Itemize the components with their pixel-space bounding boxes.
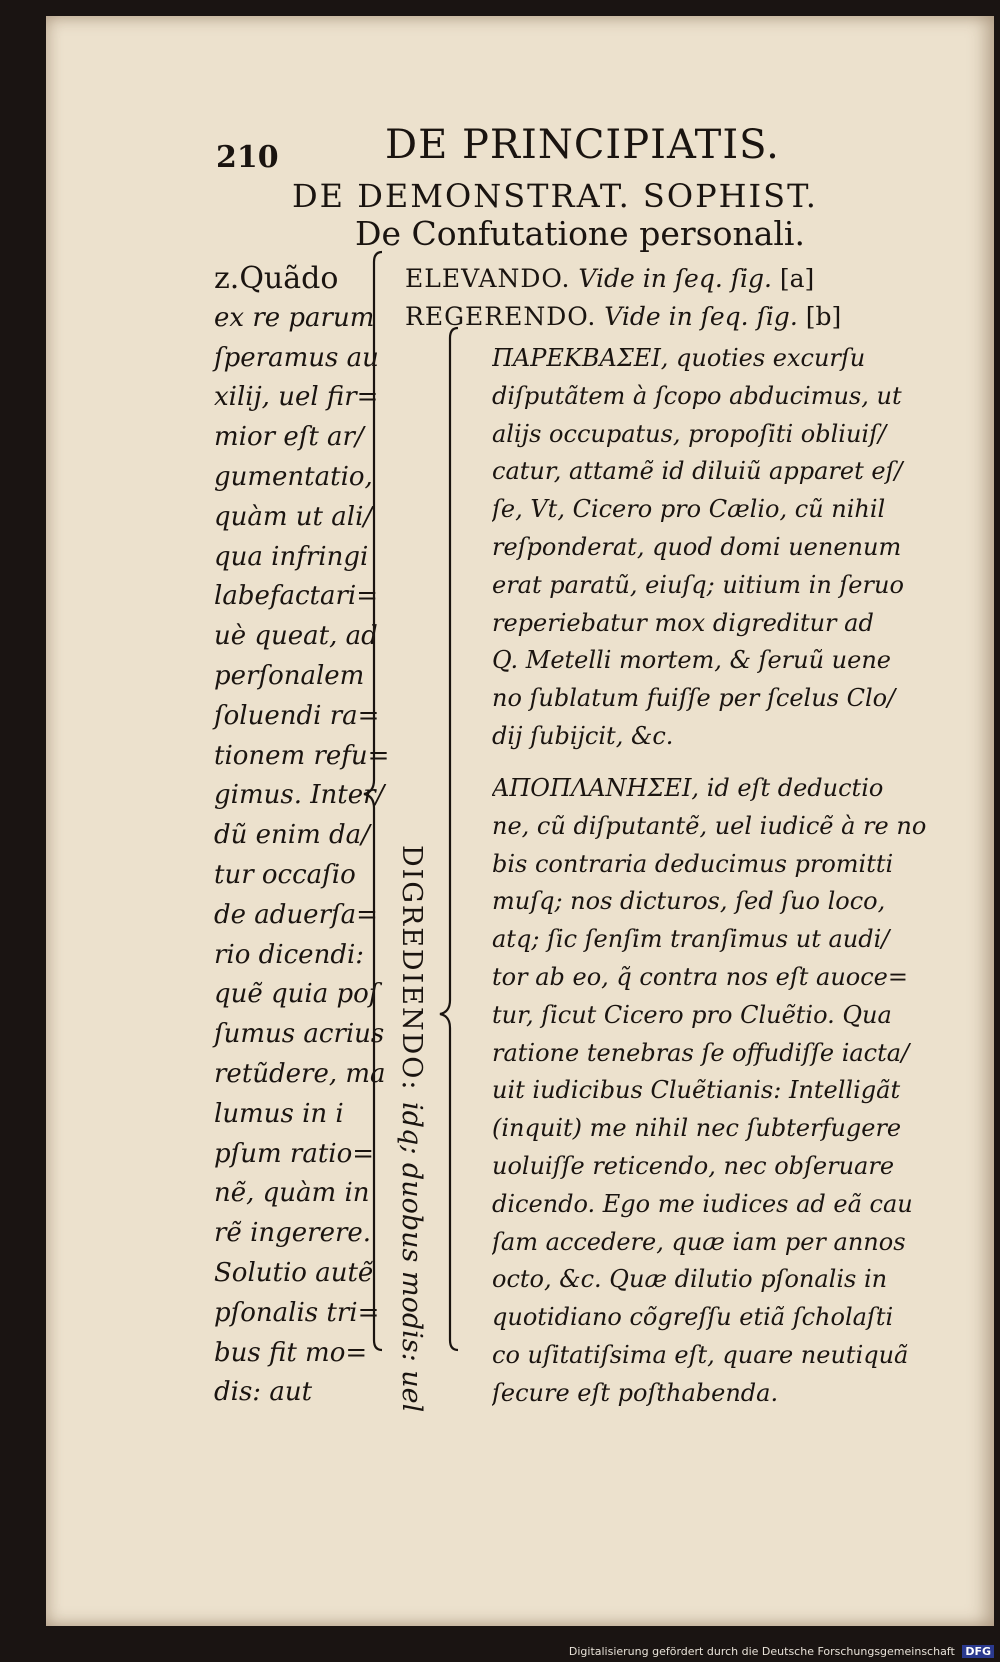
sub-heading: DE DEMONSTRAT. SOPHIST. [292,177,818,215]
left-column-line: lumus in i [214,1098,344,1129]
entry-reference: Vide in ſeq. ſig. [578,264,772,293]
parekbasei-line: catur, attamẽ id diluiũ apparet eſ/ [492,457,903,486]
apoplanesei-line: muſq; nos dicturos, ſed ſuo loco, [492,887,886,916]
left-column-line: bus fit mo= [214,1337,368,1368]
parekbasei-line: diſputãtem à ſcopo abducimus, ut [492,381,902,410]
left-column-line: nẽ, quàm in [214,1178,370,1209]
left-column-line: de aduerſa= [214,899,378,930]
entry-mark: [a] [779,264,815,293]
left-column-line: quẽ quia poſ [214,979,379,1010]
parekbasei-line: ſe, Vt, Cicero pro Cælio, cũ nihil [492,495,886,524]
footer-credit [569,1645,994,1658]
apoplanesei-line: (inquit) me nihil nec ſubterfugere [492,1114,902,1143]
left-column-line: tionem refu= [214,740,390,771]
page-number: 210 [216,140,279,175]
running-head: DE PRINCIPIATIS. [385,122,780,168]
parekbasei-line: no ſublatum fuiſſe per ſcelus Clo/ [492,684,896,713]
apoplanesei-line: tor ab eo, q̃ contra nos eſt auoce= [492,962,908,991]
left-column-line: tur occaſio [214,859,356,890]
left-column-line: gimus. Inter/ [214,780,385,811]
left-column-line: Solutio autẽ [214,1257,374,1288]
apoplanesei-line: ne, cũ diſputantẽ, uel iudicẽ à re no [492,811,927,840]
section-title: De Confutatione personali. [355,214,805,253]
apoplanesei-line: dicendo. Ego me iudices ad eã cau [492,1189,913,1218]
parekbasei-line: Q. Metelli mortem, & ſeruũ uene [492,646,891,675]
left-column-line: z.Quãdo [214,261,339,296]
left-column-line: mior eſt ar/ [214,422,364,453]
left-column-line: labefactari= [214,581,379,612]
left-column-line: gumentatio, [214,461,373,492]
apoplanesei-line: ſam accedere, quæ iam per annos [492,1227,906,1256]
left-column-line: ſoluendi ra= [214,700,380,731]
left-column-line: pſonalis tri= [214,1297,380,1328]
digrediendo-word: DIGREDIENDO: [396,845,427,1092]
parekbasei-line: erat paratũ, eiuſq; uitium in ſeruo [492,570,904,599]
dfg-logo: DFG [962,1645,994,1658]
parekbasei-line: reſponderat, quod domi uenenum [492,532,902,561]
left-column-line: dis: aut [214,1377,313,1408]
apoplanesei-line: tur, ſicut Cicero pro Cluẽtio. Qua [492,1000,892,1029]
apoplanesei-line: ΑΠΟΠΛΑΝΗΣΕΙ, id eſt deductio [492,774,884,802]
left-column-line: pſum ratio= [214,1138,375,1169]
left-column-line: rẽ ingerere. [214,1218,372,1249]
footer-text: Digitalisierung gefördert durch die Deutsche Forschungsgemeinschaft [568,1645,955,1658]
left-column-line: dũ enim da/ [214,820,370,851]
left-column-line: retũdere, ma [214,1058,386,1089]
apoplanesei-line: uoluiſſe reticendo, nec obſeruare [492,1151,895,1180]
entry-reference: Vide in ſeq. ſig. [604,302,798,331]
left-column-line: ſperamus au [214,342,379,373]
inner-brace [440,328,458,1350]
entry-word: ELEVANDO. [405,264,571,293]
left-column-line: xilij, uel fir= [214,382,379,413]
apoplanesei-line: co uſitatiſsima eſt, quare neutiquã [492,1340,909,1369]
left-column-line: rio dicendi: [214,939,365,970]
apoplanesei-line: ſecure eſt poſthabenda. [492,1378,779,1407]
left-column-line: qua infringi [214,541,369,572]
apoplanesei-line: quotidiano cõgreſſu etiã ſcholaſti [492,1303,894,1332]
digrediendo-rest: idq; duobus modis: uel [396,1102,427,1413]
entry-word: REGERENDO. [405,302,597,331]
left-column-line: ex re parum [214,302,375,333]
apoplanesei-line: octo, &c. Quæ dilutio pſonalis in [492,1265,888,1294]
outer-brace [364,252,382,1350]
left-column-line: perſonalem [214,660,365,691]
apoplanesei-line: bis contraria deducimus promitti [492,849,894,878]
apoplanesei-line: uit iudicibus Cluẽtianis: Intelligãt [492,1076,901,1105]
left-column-line: ſumus acrius [214,1019,385,1050]
left-column-line: quàm ut ali/ [214,501,373,532]
entry-mark: [b] [805,302,842,331]
parekbasei-line: alijs occupatus, propoſiti obliuiſ/ [492,419,887,448]
apoplanesei-line: atq; ſic ſenſim tranſimus ut audi/ [492,925,890,954]
apoplanesei-line: ratione tenebras ſe offudiſſe iacta/ [492,1038,910,1067]
parekbasei-line: dij ſubijcit, &c. [492,721,674,750]
left-column-line: uè queat, ad [214,621,378,652]
parekbasei-line: ΠΑΡΕΚΒΑΣΕΙ, quoties excurſu [492,344,866,372]
parekbasei-line: reperiebatur mox digreditur ad [492,608,874,637]
